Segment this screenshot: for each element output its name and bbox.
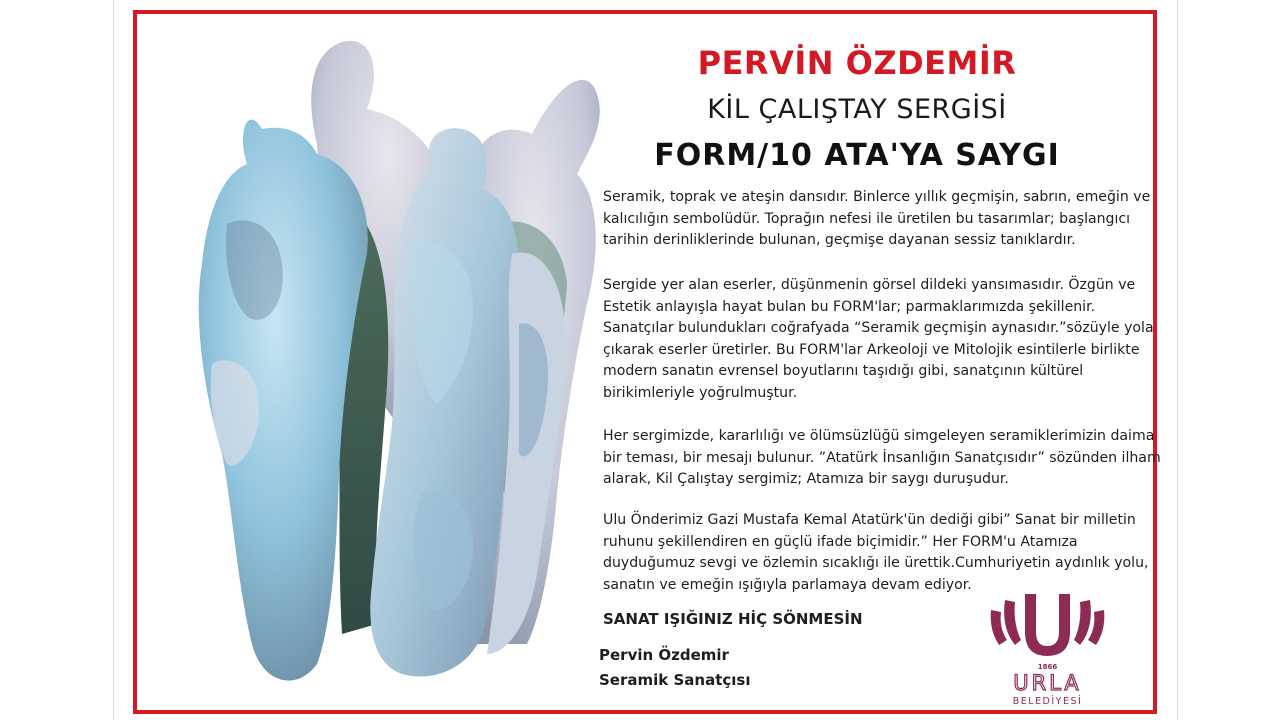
paragraph-intro xyxy=(603,187,1151,252)
paragraph-line: Her sergimizde, kararlılığı ve ölümsüzlüğü simgeleyen seramiklerimizin daima xyxy=(603,428,1155,444)
paragraph-line: sanatın ve emeğin ışığıyla parlamaya devam ediyor. xyxy=(603,576,972,593)
paragraph-line: Ulu Önderimiz Gazi Mustafa Kemal Atatürk'ün dediği gibi” Sanat bir milletin xyxy=(603,512,1136,528)
paragraph-line: modern sanatın evrensel boyutlarını taşıdığı gibi, sanatçının kültürel xyxy=(603,363,1084,379)
paragraph-line: birikimleriyle yoğrulmuştur. xyxy=(603,384,798,401)
logo-year: 1866 xyxy=(1037,663,1058,671)
exhibition-poster xyxy=(133,10,1161,714)
ceramic-sculpture-image xyxy=(167,24,607,696)
paragraph-line: kalıcılığın sembolüdür. Toprağın nefesi ile üretilen bu tasarımlar; başlangıcı xyxy=(603,210,1131,227)
urla-municipality-logo xyxy=(985,590,1110,710)
paragraph-line: alarak, Kil Çalıştay sergimiz; Atamıza bir saygı duruşudur. xyxy=(603,471,1009,487)
paragraph-line: Sanatçılar bulundukları coğrafyada “Seramik geçmişin aynasıdır.”sözüyle yola xyxy=(603,320,1154,336)
signature-title: Seramik Sanatçısı xyxy=(599,671,751,689)
paragraph-line: çıkarak eserler üretirler. Bu FORM'lar Arkeoloji ve Mitolojik esintilerle birlikte xyxy=(603,341,1140,358)
artist-name-heading: PERVİN ÖZDEMİR xyxy=(697,44,1017,82)
logo-word: URLA xyxy=(1013,671,1082,695)
paragraph-ataturk-quote xyxy=(603,510,1149,596)
paragraph-exhibition xyxy=(603,275,1154,404)
exhibition-title: KİL ÇALIŞTAY SERGİSİ xyxy=(707,94,1007,125)
paragraph-line: Seramik, toprak ve ateşin dansıdır. Binlerce yıllık geçmişin, sabrın, emeğin ve xyxy=(603,189,1151,205)
logo-subtitle: BELEDİYESİ xyxy=(1012,696,1083,707)
form-title: FORM/10 ATA'YA SAYGI xyxy=(654,138,1060,173)
paragraph-line: bir teması, bir mesajı bulunur. ”Atatürk İnsanlığın Sanatçısıdır” sözünden ilham xyxy=(603,449,1161,466)
paragraph-theme xyxy=(603,426,1161,491)
paragraph-line: tarihin derinliklerinde bulunan, geçmişe dayanan sessiz tanıklardır. xyxy=(603,232,1076,248)
page-edge-right xyxy=(1177,0,1178,720)
page-edge-left xyxy=(113,0,114,720)
paragraph-line: ruhunu şekillendiren en güçlü ifade biçimidir.” Her FORM'u Atamıza xyxy=(603,533,1078,550)
paragraph-line: Estetik anlayışla hayat bulan bu FORM'lar; parmaklarımızda şekillenir. xyxy=(603,298,1096,315)
signature-name: Pervin Özdemir xyxy=(599,646,729,664)
motto-text: SANAT IŞIĞINIZ HİÇ SÖNMESİN xyxy=(603,610,863,628)
paragraph-line: Sergide yer alan eserler, düşünmenin görsel dildeki yansımasıdır. Özgün ve xyxy=(603,277,1136,293)
paragraph-line: duyduğumuz sevgi ve özlemin sıcaklığı ile ürettik.Cumhuriyetin aydınlık yolu, xyxy=(603,555,1149,571)
